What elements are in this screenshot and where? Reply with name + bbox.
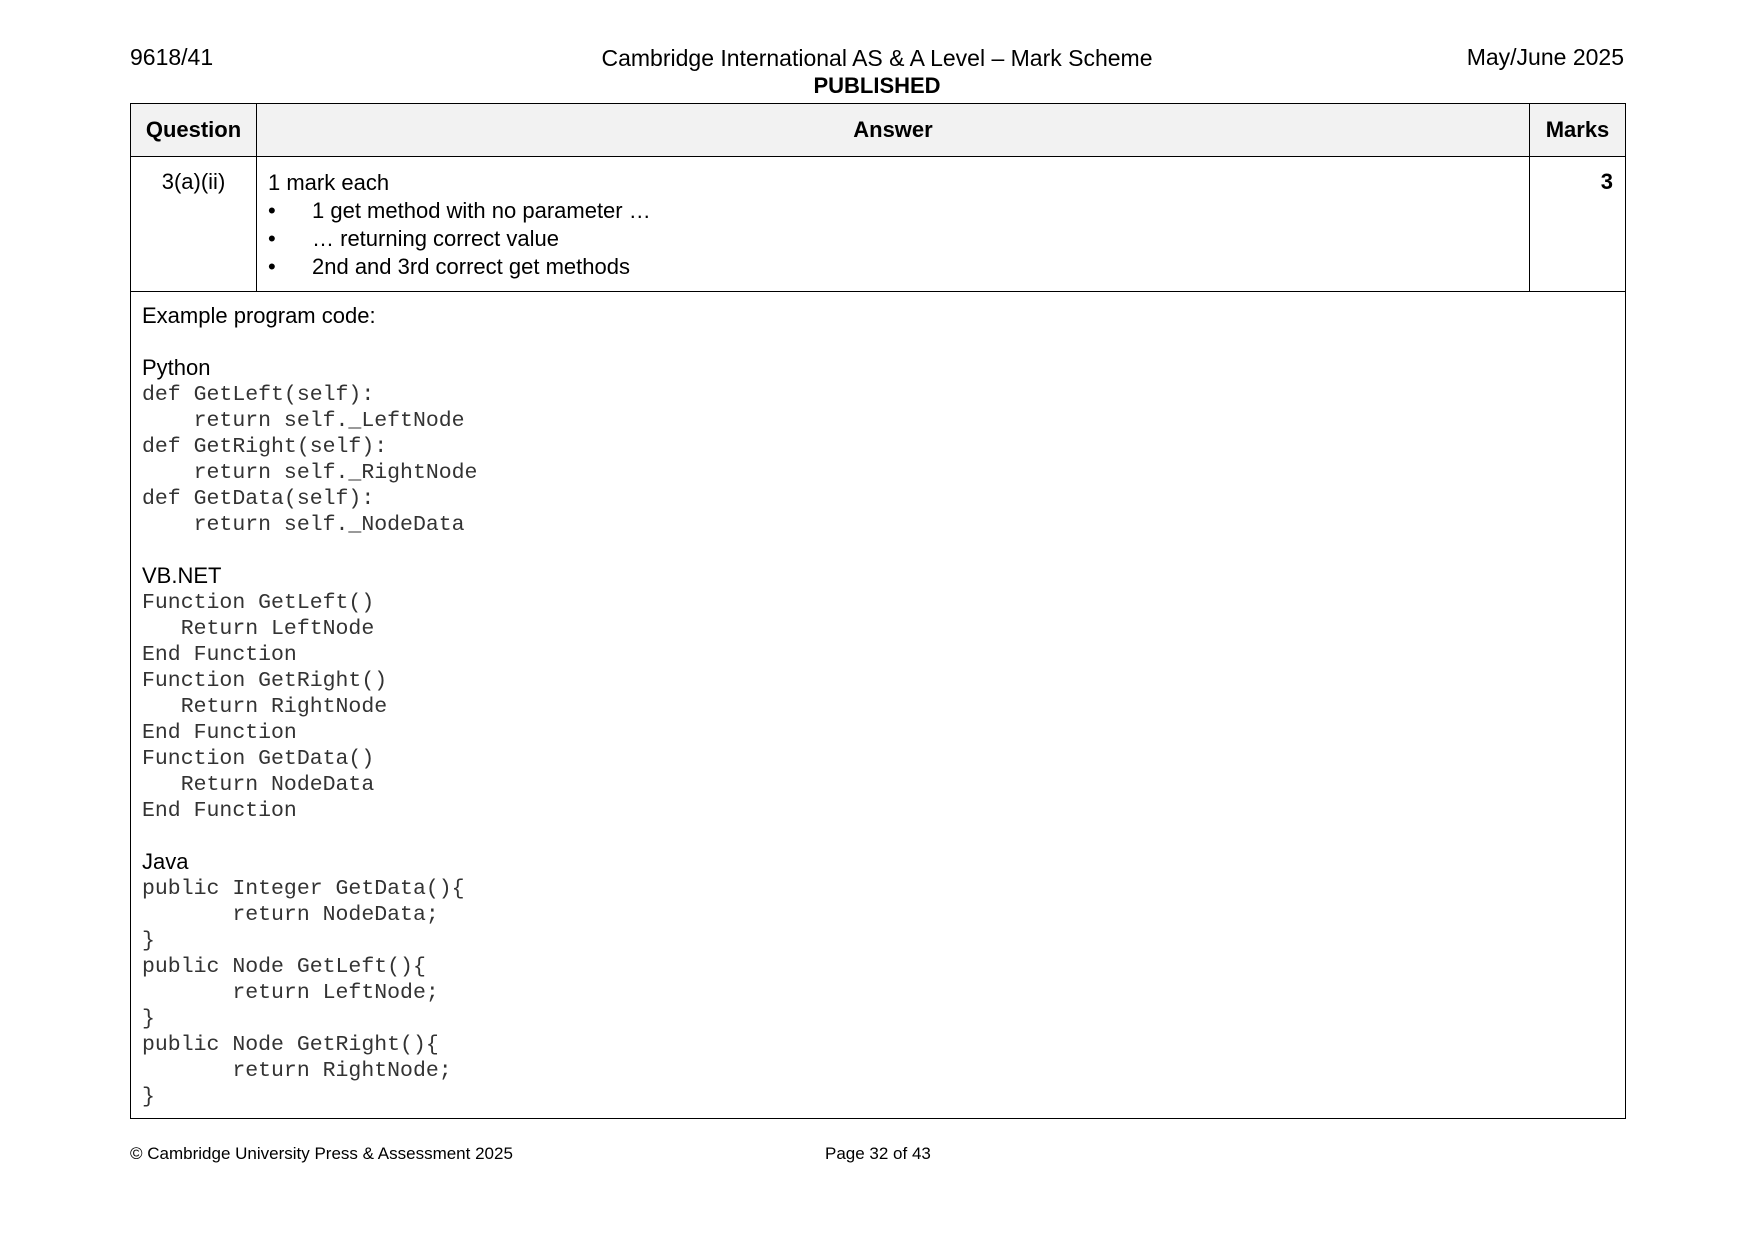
answer-intro: 1 mark each: [268, 170, 390, 195]
bullet-item: • 1 get method with no parameter …: [268, 197, 1519, 225]
python-label: Python: [142, 355, 211, 380]
table-header-row: [131, 104, 1626, 157]
answer-cell: [257, 157, 1530, 292]
answer-header: Answer: [257, 104, 1530, 157]
vbnet-label: VB.NET: [142, 563, 222, 588]
table-row: [131, 157, 1626, 292]
java-code: public Integer GetData(){ return NodeData; } public Node GetLeft(){ return LeftNode; } public Node GetRight(){ return RightNode; }: [142, 877, 465, 1109]
marks-value: 3: [1530, 157, 1626, 292]
copyright-notice: © Cambridge University Press & Assessment 2025: [130, 1144, 513, 1163]
answer-bullets: [268, 197, 1519, 281]
example-label: Example program code:: [142, 303, 376, 328]
published-label: PUBLISHED: [813, 73, 941, 98]
question-header: Question: [131, 104, 257, 157]
mark-scheme-table: [130, 103, 1626, 1119]
example-code-cell: [131, 292, 1626, 1119]
example-row: [131, 292, 1626, 1119]
bullet-item: • 2nd and 3rd correct get methods: [268, 253, 1519, 281]
document-title: Cambridge International AS & A Level – Mark Scheme: [601, 45, 1153, 71]
bullet-item: • … returning correct value: [268, 225, 1519, 253]
python-code: def GetLeft(self): return self._LeftNode def GetRight(self): return self._RightNode def GetData(self): return self._NodeData: [142, 383, 478, 537]
marks-header: Marks: [1530, 104, 1626, 157]
question-number: 3(a)(ii): [131, 157, 257, 292]
paper-code: 9618/41: [130, 44, 214, 70]
page-number: Page 32 of 43: [825, 1144, 931, 1163]
vbnet-code: Function GetLeft() Return LeftNode End Function Function GetRight() Return RightNode End Function Function GetData() Return NodeData End Function: [142, 591, 388, 823]
java-label: Java: [142, 849, 189, 874]
exam-session: May/June 2025: [1466, 44, 1624, 70]
